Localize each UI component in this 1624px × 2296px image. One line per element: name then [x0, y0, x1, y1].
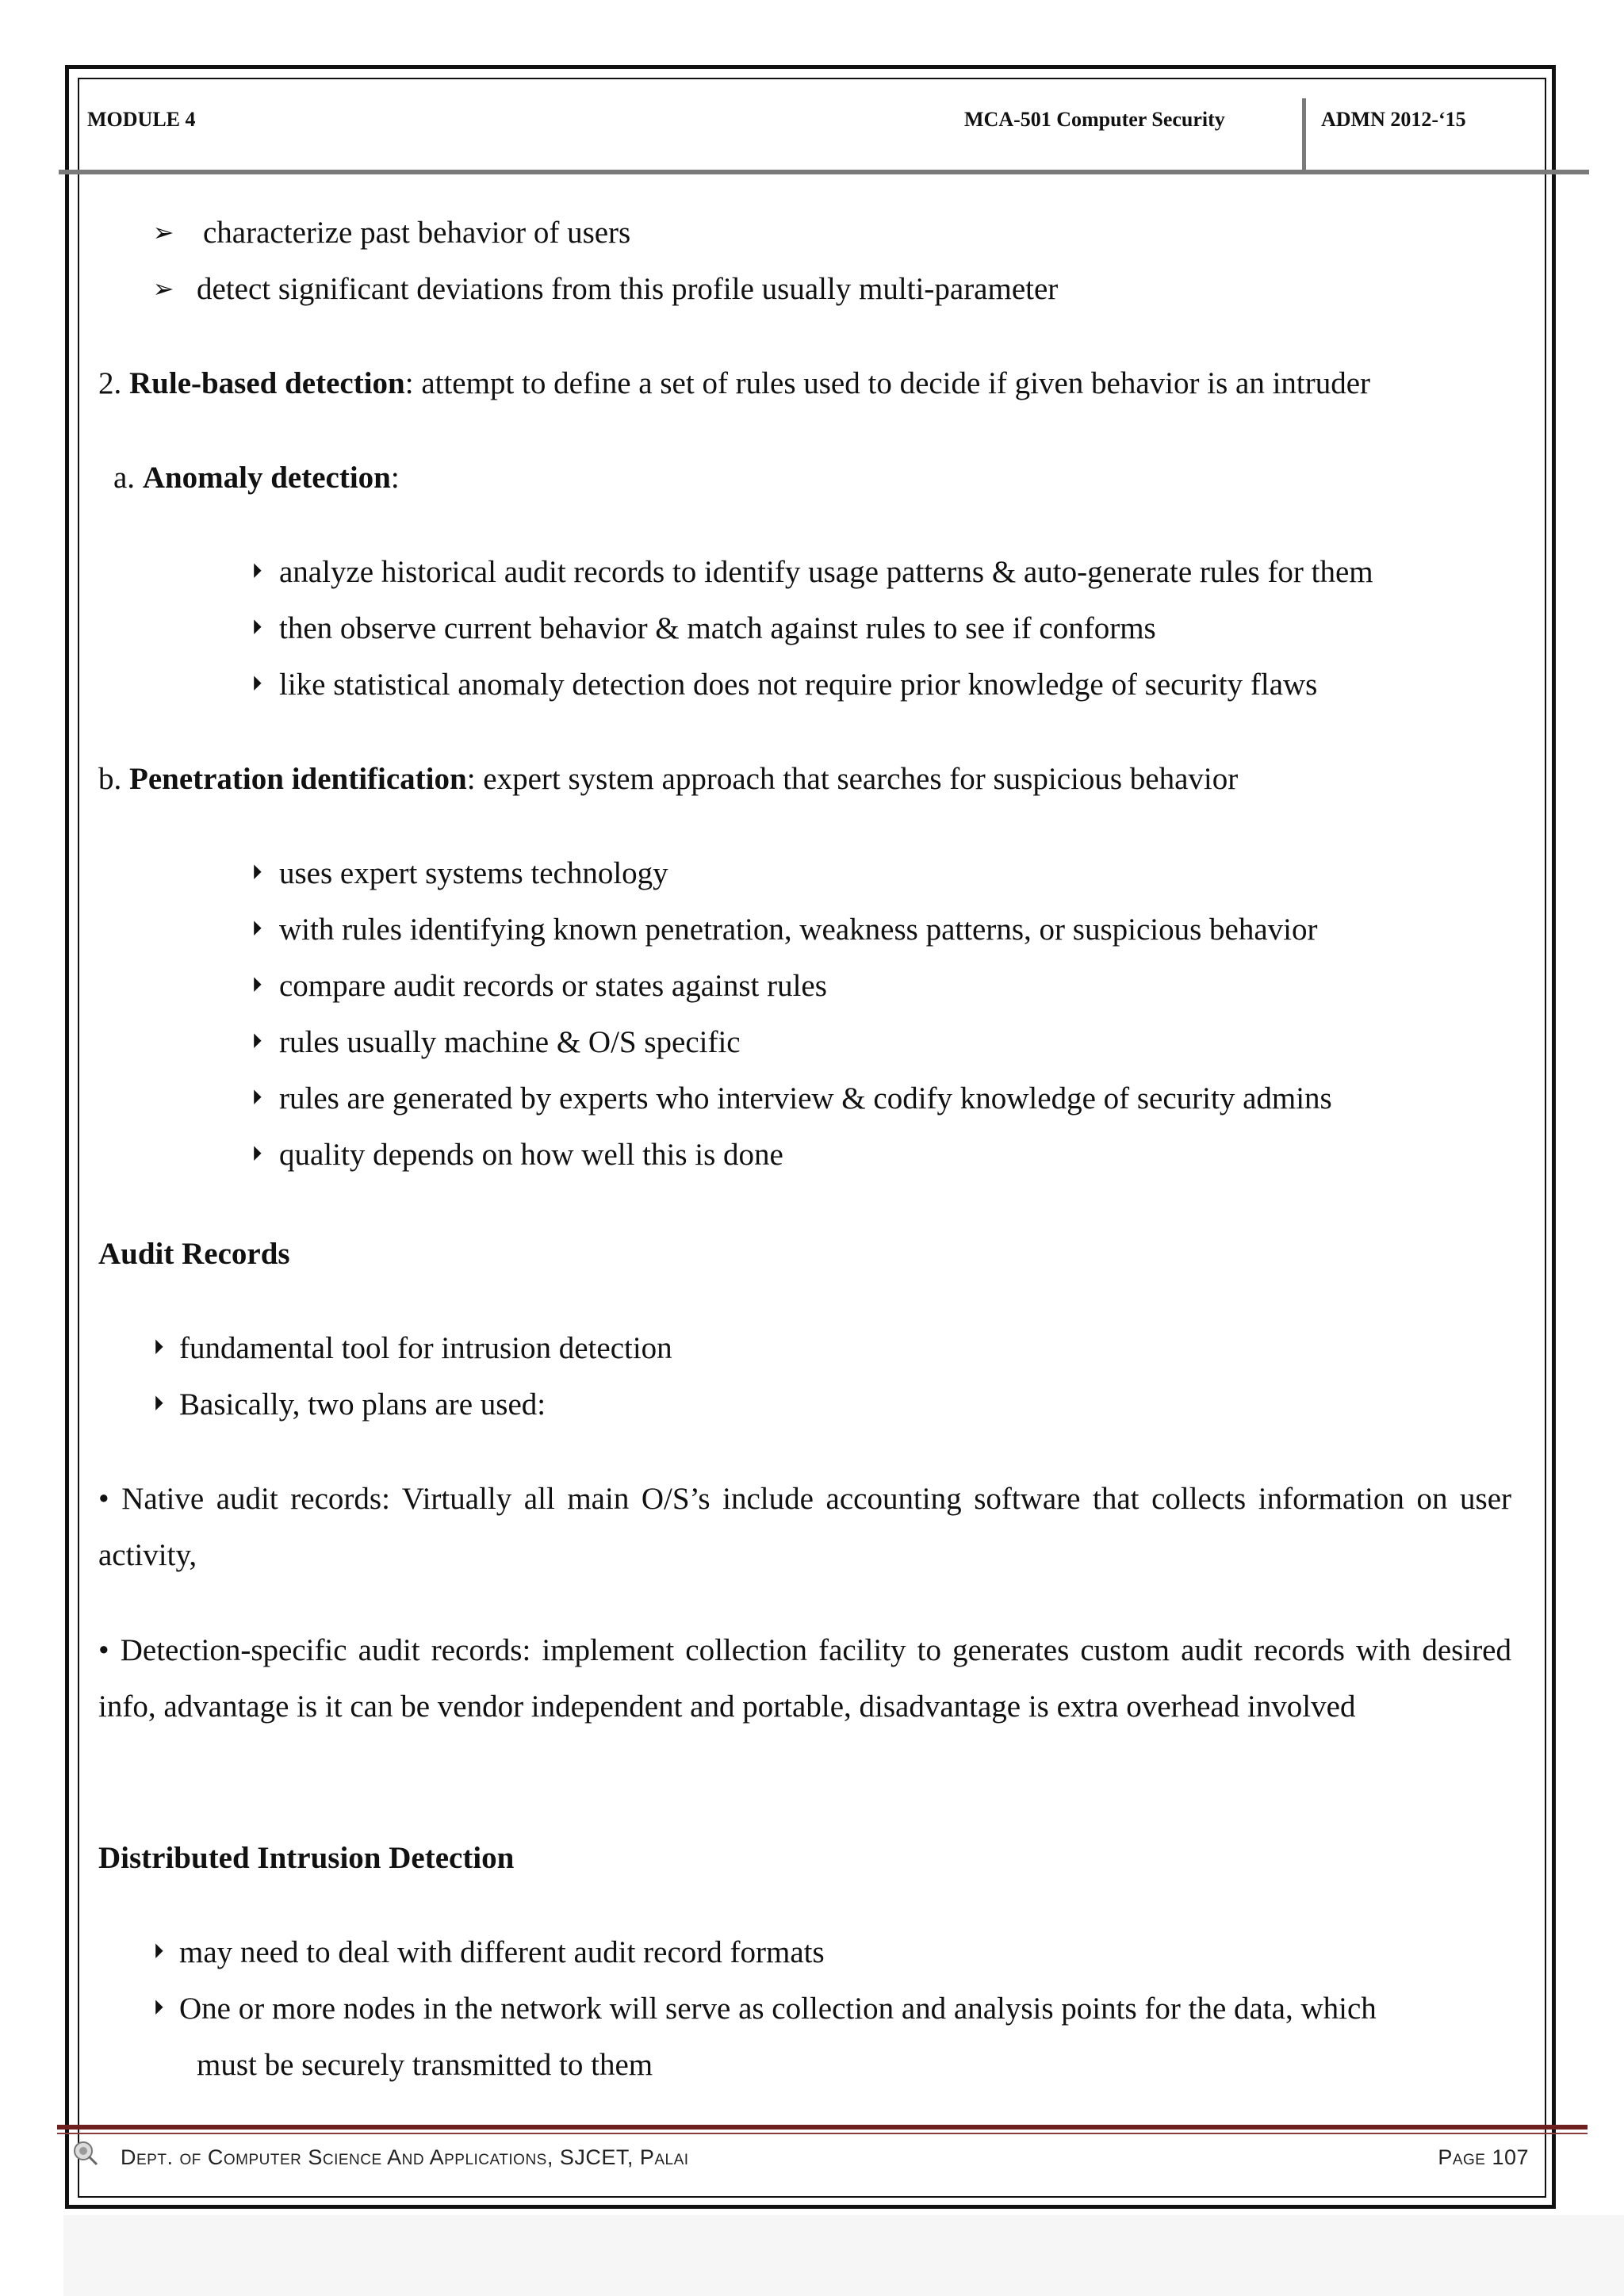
list-item: ⏵ uses expert systems technology: [244, 845, 668, 901]
penetration-title: Penetration identification: [129, 762, 467, 796]
list-item: ➢ detect significant deviations from this profile usually multi-parameter: [151, 261, 1058, 317]
native-audit-records-paragraph: • Native audit records: Virtually all main O/S’s include accounting software that collects information on user activity,: [98, 1482, 1511, 1572]
penetration-identification-paragraph: b. Penetration identification: expert system approach that searches for suspicious behavior: [98, 762, 1239, 796]
triangle-bullet-icon: ⏵: [153, 1940, 164, 1964]
footer-rule: [57, 2125, 1588, 2130]
triangle-bullet-icon: ⏵: [251, 672, 262, 696]
list-item: ⏵ with rules identifying known penetration, weakness patterns, or suspicious behavior: [244, 901, 1317, 958]
triangle-bullet-icon: ⏵: [251, 917, 262, 941]
list-item: ⏵ rules are generated by experts who interview & codify knowledge of security admins: [244, 1070, 1332, 1127]
header-admn: ADMN 2012-‘15: [1321, 108, 1466, 131]
triangle-bullet-icon: ⏵: [251, 861, 262, 885]
triangle-bullet-icon: ⏵: [251, 1142, 262, 1166]
triangle-bullet-icon: ⏵: [251, 974, 262, 997]
list-item: ⏵ rules usually machine & O/S specific: [244, 1014, 741, 1070]
list-item: ⏵ fundamental tool for intrusion detection: [146, 1320, 672, 1376]
header-course: MCA-501 Computer Security: [964, 108, 1225, 131]
rule-based-title: Rule-based detection: [129, 366, 405, 400]
triangle-bullet-icon: ⏵: [153, 1336, 164, 1360]
arrow-bullet-icon: ➢: [152, 274, 174, 304]
triangle-bullet-icon: ⏵: [251, 1030, 262, 1054]
footer-page-number: Page 107: [1438, 2145, 1529, 2169]
triangle-bullet-icon: ⏵: [251, 1086, 262, 1110]
triangle-bullet-icon: ⏵: [251, 616, 262, 640]
anomaly-detection-heading: a. Anomaly detection:: [113, 461, 400, 495]
list-item: ⏵ like statistical anomaly detection does not require prior knowledge of security flaws: [244, 656, 1317, 713]
list-item: ⏵ compare audit records or states against rules: [244, 958, 827, 1014]
detection-specific-audit-records-paragraph: • Detection-specific audit records: implement collection facility to generates custom audit records with desired info, advantage is it can be vendor independent and portable, disadvantage is extra overhead involved: [98, 1633, 1511, 1724]
college-logo-icon: [71, 2139, 98, 2166]
list-item: ⏵ analyze historical audit records to identify usage patterns & auto-generate rules for them: [244, 544, 1373, 600]
audit-records-heading: Audit Records: [98, 1237, 290, 1271]
list-item: ➢ characterize past behavior of users: [151, 205, 630, 261]
list-item: ⏵ One or more nodes in the network will serve as collection and analysis points for the data, which: [146, 1980, 1377, 2037]
rule-based-paragraph: 2. Rule-based detection: attempt to define a set of rules used to decide if given behavior is an intruder: [98, 366, 1371, 400]
triangle-bullet-icon: ⏵: [153, 1392, 164, 1416]
list-item: ⏵ quality depends on how well this is done: [244, 1127, 783, 1183]
list-item: ⏵ Basically, two plans are used:: [146, 1376, 546, 1433]
triangle-bullet-icon: ⏵: [251, 560, 262, 584]
arrow-bullet-icon: ➢: [152, 217, 174, 247]
footer-rule-thin: [57, 2133, 1588, 2134]
list-item: ⏵ then observe current behavior & match against rules to see if conforms: [244, 600, 1156, 656]
header-module: MODULE 4: [87, 108, 196, 131]
list-item-continuation: must be securely transmitted to them: [197, 2048, 653, 2082]
list-item: ⏵ may need to deal with different audit record formats: [146, 1924, 825, 1980]
bottom-margin-area: [63, 2215, 1624, 2296]
triangle-bullet-icon: ⏵: [153, 1996, 164, 2020]
distributed-intrusion-detection-heading: Distributed Intrusion Detection: [98, 1841, 515, 1875]
footer-department: Dept. of Computer Science And Applications, SJCET, Palai: [121, 2145, 689, 2169]
